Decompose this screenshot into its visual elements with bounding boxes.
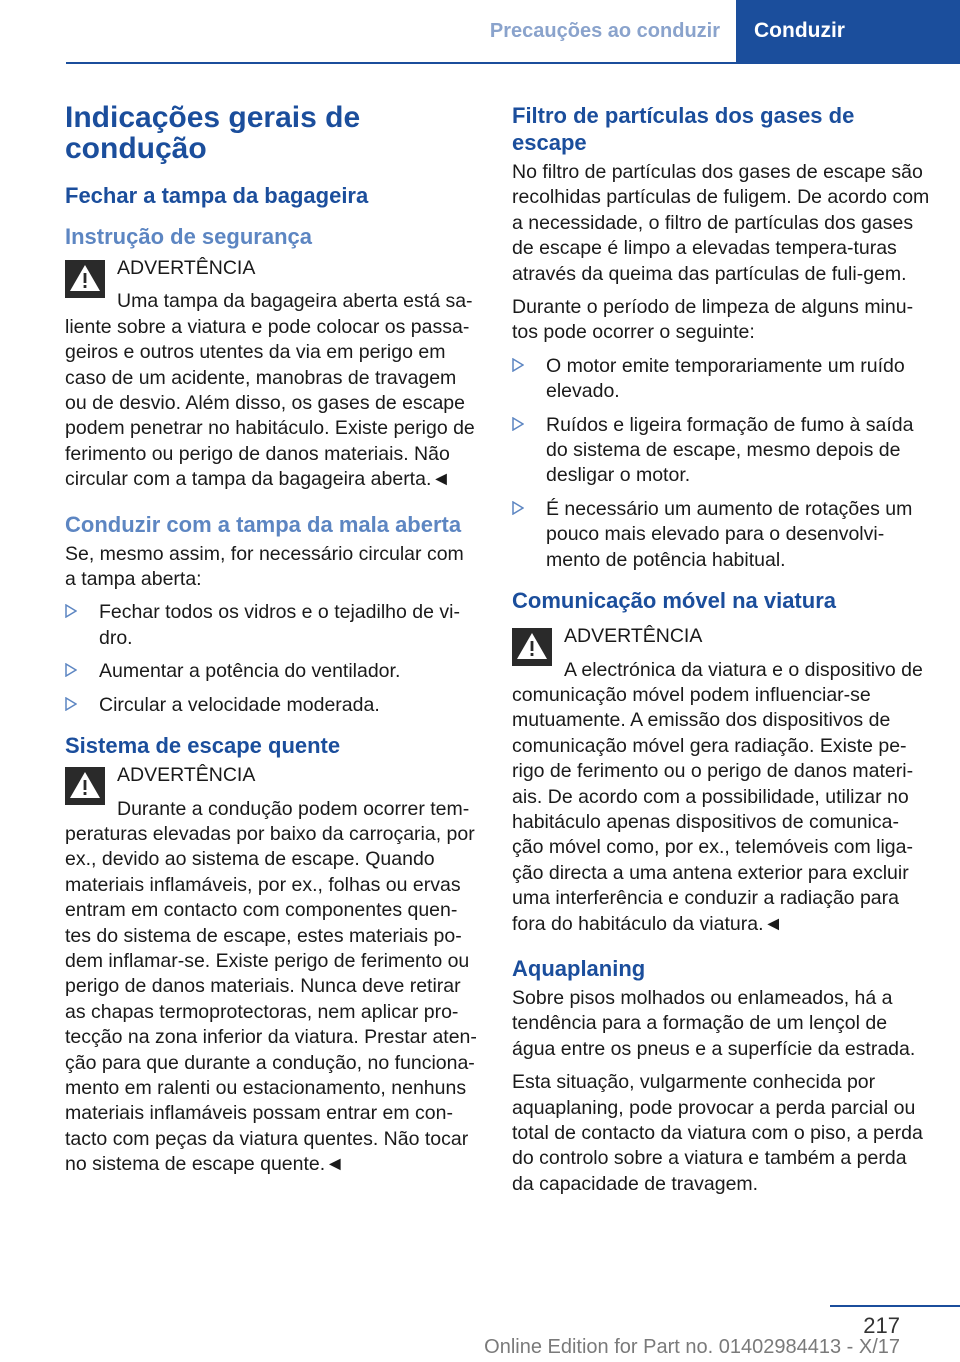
list-item-text: Fechar todos os vidros e o tejadilho de vi-dro. bbox=[99, 601, 460, 649]
filter-list bbox=[512, 354, 930, 573]
list-item-text: Circular a velocidade moderada. bbox=[99, 693, 380, 716]
bullet-triangle-icon bbox=[512, 358, 524, 372]
footer-rule bbox=[830, 1305, 960, 1307]
bullet-triangle-icon bbox=[65, 604, 77, 618]
aquaplaning-paragraph-2: Esta situação, vulgarmente conhecida por aquaplaning, pode provocar a perda parcial ou total de contacto da viatura com o piso, a perda do controlo sobre a viatura e também a perda da capacidade de travagem. bbox=[512, 1071, 923, 1195]
edition-note: Online Edition for Part no. 01402984413 - X/17 bbox=[484, 1336, 900, 1358]
open-trunk-intro: Se, mesmo assim, for necessário circular com a tampa aberta: bbox=[65, 542, 464, 591]
bullet-triangle-icon bbox=[512, 417, 524, 431]
aquaplaning-paragraph-1: Sobre pisos molhados ou enlameados, há a tendência para a formação de um lençol de água entre os pneus e a superfície da estrada. bbox=[512, 986, 916, 1060]
warning-text: A electrónica da viatura e o dispositivo de comunicação móvel podem influenciar-se mutuamente. A emissão dos dispositivos de comunicação móvel gera radiação. Existe pe-rigo de ferimento ou o perigo de danos materi-ais. De acordo com a possibilidade, utilizar no habitáculo apenas dispositivos de comunica-ção móvel como, por ex., telemóveis com liga-ção directa a uma antena exterior para excluir uma interferência e conduzir a radiação para fora do habitáculo da viatura.◄ bbox=[512, 658, 923, 935]
header-rule bbox=[66, 62, 960, 64]
list-item bbox=[65, 659, 477, 684]
open-trunk-list bbox=[65, 600, 477, 718]
list-item bbox=[65, 600, 477, 651]
warning-tailgate bbox=[65, 256, 477, 493]
warning-text: Uma tampa da bagageira aberta está sa-liente sobre a viatura e pode colocar os passa-geiros e outros utentes da via em perigo em caso de um acidente, manobras de travagem ou de desvio. Além disso, os gases de escape podem penetrar no habitáculo. Existe perigo de ferimento ou perigo de danos materiais. Não circular com a tampa da bagageira aberta.◄ bbox=[65, 290, 475, 491]
list-item bbox=[512, 497, 930, 573]
warning-text: Durante a condução podem ocorrer tem-peraturas elevadas por baixo da carroçaria, por ex., devido ao sistema de escape. Quando materiais inflamáveis, por ex., folhas ou ervas entram em contacto com componentes quen-tes do sistema de escape, estes materiais po-dem inflamar-se. Existe perigo de ferimento ou perigo de danos materiais. Nunca deve retirar as chapas termoprotectoras, nem aplicar pro-tecção na zona inferior da viatura. Prestar aten-ção para que durante a condução, no funciona-mento em ralenti ou estacionamento, nenhuns materiais inflamáveis possam entrar em con-tacto com peças da viatura quentes. Não tocar no sistema de escape quente.◄ bbox=[65, 797, 477, 1176]
warning-triangle-icon bbox=[512, 628, 552, 666]
bullet-triangle-icon bbox=[65, 663, 77, 677]
filter-paragraph-1: No filtro de partículas dos gases de escape são recolhidas partículas de fuligem. De acordo com a necessidade, o filtro de partículas dos gases de escape é limpo a elevadas tempera-turas através da queima das partículas de fuli-gem. bbox=[512, 161, 930, 285]
bullet-triangle-icon bbox=[512, 501, 524, 515]
heading-particle-filter: Filtro de partículas dos gases de escape bbox=[512, 103, 855, 155]
warning-triangle-icon bbox=[65, 767, 105, 805]
heading-exhaust: Sistema de escape quente bbox=[65, 733, 341, 759]
heading-tailgate: Fechar a tampa da bagageira bbox=[65, 183, 369, 208]
heading-mobile-communication: Comunicação móvel na viatura bbox=[512, 588, 836, 614]
list-item-text: Aumentar a potência do ventilador. bbox=[99, 660, 401, 683]
heading-open-trunk: Conduzir com a tampa da mala aberta bbox=[65, 511, 462, 537]
right-column bbox=[512, 102, 930, 1205]
heading-safety: Instrução de segurança bbox=[65, 224, 312, 249]
chapter-tab: Conduzir bbox=[736, 0, 960, 62]
heading-aquaplaning: Aquaplaning bbox=[512, 955, 646, 981]
list-item-text: É necessário um aumento de rotações um pouco mais elevado para o desenvolvi-mento de potência habitual. bbox=[546, 497, 913, 571]
warning-exhaust bbox=[65, 763, 477, 1178]
page-header bbox=[0, 0, 960, 66]
list-item bbox=[512, 354, 930, 405]
list-item bbox=[65, 693, 477, 718]
bullet-triangle-icon bbox=[65, 697, 77, 711]
list-item-text: Ruídos e ligeira formação de fumo à saída do sistema de escape, mesmo depois de desligar o motor. bbox=[546, 413, 914, 487]
left-column bbox=[65, 102, 477, 1196]
warning-title: ADVERTÊNCIA bbox=[564, 625, 703, 648]
list-item bbox=[512, 413, 930, 489]
warning-title: ADVERTÊNCIA bbox=[117, 764, 256, 787]
list-item-text: O motor emite temporariamente um ruído elevado. bbox=[546, 354, 905, 403]
filter-paragraph-2: Durante o período de limpeza de alguns minu-tos pode ocorrer o seguinte: bbox=[512, 296, 914, 344]
page-number: 217 bbox=[863, 1313, 900, 1338]
section-title: Precauções ao conduzir bbox=[489, 19, 720, 42]
page-title: Indicações gerais de condução bbox=[65, 101, 361, 165]
warning-title: ADVERTÊNCIA bbox=[117, 257, 256, 279]
warning-triangle-icon bbox=[65, 260, 105, 298]
warning-mobile bbox=[512, 624, 930, 937]
